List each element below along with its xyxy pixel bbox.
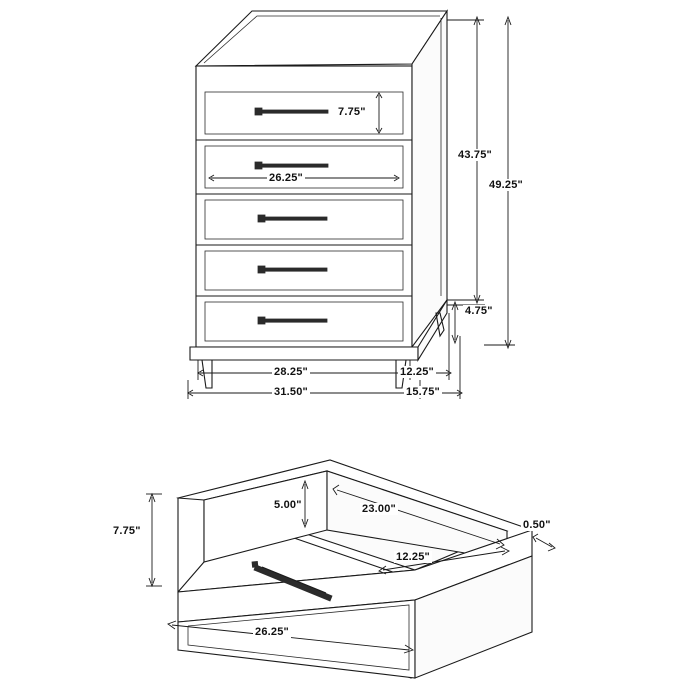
drawer-left-panel bbox=[178, 498, 204, 592]
dim-line-drawer-front-height bbox=[146, 494, 162, 586]
label-overall-depth: 15.75" bbox=[406, 386, 440, 398]
label-drawer-front-width: 26.25" bbox=[269, 172, 303, 184]
label-drawer-front-height: 7.75" bbox=[338, 106, 366, 118]
label-cabinet-body-width: 28.25" bbox=[274, 366, 308, 378]
label-overall-width: 31.50" bbox=[274, 386, 308, 398]
chest-top-panel bbox=[196, 11, 447, 66]
label-cabinet-body-height: 43.75" bbox=[458, 149, 492, 161]
label-drawer-front-height: 7.75" bbox=[113, 525, 141, 537]
chest-leg-front-left bbox=[202, 360, 212, 388]
dim-line-drawer-panel-thickness bbox=[533, 534, 555, 551]
label-overall-height: 49.25" bbox=[489, 179, 523, 191]
label-leg-height: 4.75" bbox=[465, 305, 493, 317]
drawer-figure bbox=[146, 460, 555, 678]
label-drawer-front-width: 26.25" bbox=[255, 626, 289, 638]
chest-side-panel bbox=[412, 11, 447, 347]
chest-figure bbox=[188, 11, 515, 399]
label-drawer-interior-height: 5.00" bbox=[274, 499, 302, 511]
chest-front-panel bbox=[196, 66, 412, 347]
label-cabinet-body-depth: 12.25" bbox=[400, 366, 434, 378]
chest-base-rail bbox=[190, 347, 418, 360]
label-drawer-interior-length: 23.00" bbox=[362, 503, 396, 515]
label-drawer-panel-thickness: 0.50" bbox=[523, 519, 551, 531]
label-drawer-interior-width: 12.25" bbox=[396, 551, 430, 563]
